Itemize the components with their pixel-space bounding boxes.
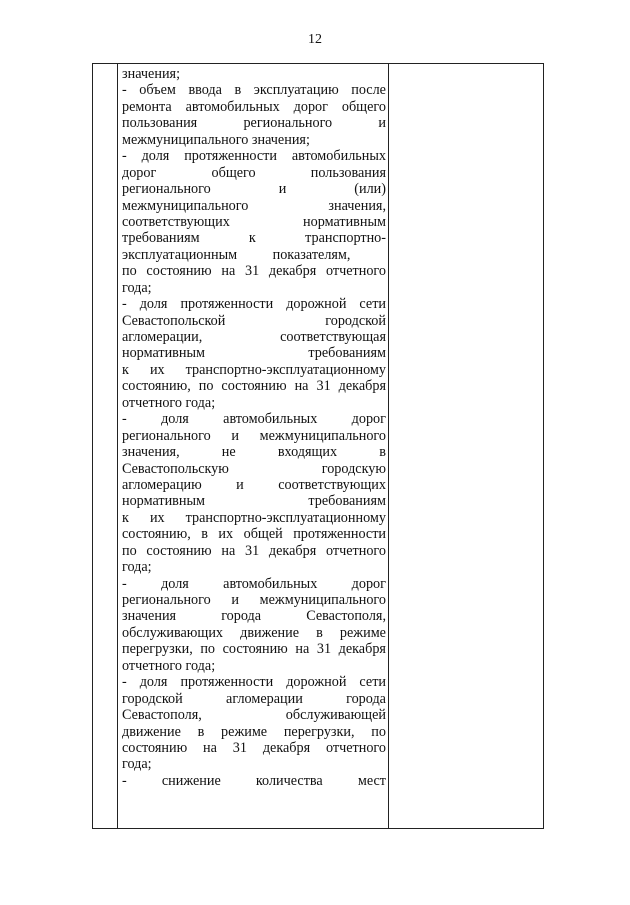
text-line	[122, 592, 386, 608]
page-number: 12	[308, 32, 322, 47]
text-word: общего	[341, 98, 386, 115]
text-word: нормативным	[122, 345, 205, 362]
text-word: доля	[139, 674, 168, 691]
text-line	[122, 66, 386, 82]
text-word: -	[122, 674, 127, 691]
text-word: значения	[122, 608, 177, 625]
text-word: на	[221, 542, 236, 559]
text-word: доля	[139, 296, 168, 313]
text-word: режиме	[221, 723, 268, 740]
text-word: регионального	[122, 181, 211, 198]
text-word: значения,	[328, 197, 386, 214]
text-word: агломерации	[226, 690, 303, 707]
text-word: требованиям	[308, 345, 386, 362]
text-line	[122, 625, 386, 641]
text-line	[122, 740, 386, 756]
text-word: дорожной	[286, 674, 347, 691]
text-line	[122, 247, 386, 263]
column-divider-right	[388, 64, 389, 828]
text-word: объем	[139, 82, 176, 99]
text-line	[122, 707, 386, 723]
text-word: движение	[122, 723, 181, 740]
text-line	[122, 263, 386, 279]
text-word: их	[218, 526, 234, 543]
text-word: декабря	[268, 263, 317, 280]
text-word: городской	[325, 312, 386, 329]
text-word: общего	[211, 164, 256, 181]
text-line	[122, 280, 386, 296]
text-word: по	[122, 263, 137, 280]
text-word: отчетного	[325, 542, 386, 559]
text-word: перегрузки,	[283, 723, 355, 740]
text-word: автомобильных	[223, 411, 318, 428]
text-word: требованиям	[122, 230, 200, 247]
text-word: 31	[316, 641, 332, 658]
text-word: их	[149, 509, 165, 526]
text-word: отчетного года;	[122, 394, 216, 411]
text-word: дорог	[351, 411, 386, 428]
text-word: пользования	[310, 164, 386, 181]
text-word: регионального	[243, 115, 333, 132]
text-line	[122, 658, 386, 674]
text-word: эксплуатацию	[253, 82, 339, 99]
text-word: состоянию,	[122, 378, 191, 395]
text-word: по	[122, 542, 137, 559]
text-word: межмуниципального	[122, 197, 249, 214]
text-word: состоянию	[146, 542, 212, 559]
text-line	[122, 674, 386, 690]
text-word: протяженности	[180, 296, 274, 313]
text-word: значения,	[122, 444, 180, 461]
text-word: пользования	[122, 115, 198, 132]
text-word: протяженности	[293, 526, 386, 543]
text-line	[122, 576, 386, 592]
text-word: -	[122, 772, 127, 789]
text-word: доля	[161, 575, 189, 592]
text-word: транспортно-	[305, 230, 386, 247]
text-word: межмуниципального	[259, 592, 386, 608]
text-word: агломерации,	[122, 329, 203, 345]
text-line	[122, 428, 386, 444]
text-word: обслуживающих	[122, 624, 224, 641]
text-word: по	[198, 378, 214, 395]
text-word: состоянию	[122, 739, 188, 756]
text-word: -	[122, 296, 127, 313]
indicators-cell-text	[122, 66, 386, 789]
text-word: снижение	[161, 772, 221, 789]
text-line	[122, 691, 386, 707]
text-word: агломерацию	[122, 476, 202, 493]
text-word: перегрузки,	[122, 641, 193, 658]
text-word: ввода	[188, 82, 222, 99]
text-line	[122, 395, 386, 411]
text-line	[122, 214, 386, 230]
text-line	[122, 526, 386, 542]
text-word: доля	[141, 148, 170, 165]
text-word: Севастополя,	[122, 707, 202, 724]
text-word: состоянию	[222, 641, 288, 658]
text-word: значения;	[122, 66, 181, 82]
text-word: на	[203, 739, 217, 756]
text-line	[122, 608, 386, 624]
text-word: сети	[359, 674, 386, 691]
text-word: не	[221, 444, 236, 461]
text-word: и	[236, 476, 244, 493]
text-line	[122, 510, 386, 526]
text-word: их	[149, 361, 165, 378]
text-line	[122, 543, 386, 559]
text-word: -	[122, 575, 127, 592]
text-line	[122, 198, 386, 214]
text-word: и	[278, 181, 287, 198]
column-divider-left	[117, 64, 118, 828]
text-word: в	[379, 444, 386, 461]
text-word: состоянию	[221, 378, 287, 395]
text-line	[122, 756, 386, 772]
text-word: на	[295, 641, 310, 658]
text-line	[122, 132, 386, 148]
text-word: эксплуатационным	[122, 246, 238, 263]
text-word: регионального	[122, 427, 211, 444]
text-word: входящих	[277, 444, 338, 461]
text-word: отчетного	[325, 263, 386, 280]
text-word: 31	[244, 263, 260, 280]
text-line	[122, 461, 386, 477]
text-word: города	[221, 608, 262, 625]
text-word: и	[231, 592, 239, 608]
text-word: движение	[240, 624, 300, 641]
text-word: транспортно-эксплуатационному	[185, 509, 386, 526]
text-word: года;	[122, 756, 152, 773]
text-word: транспортно-эксплуатационному	[185, 361, 386, 378]
text-word: соответствующих	[278, 476, 386, 493]
text-word: на	[221, 263, 236, 280]
text-word: городскую	[321, 460, 386, 477]
text-word: дорог	[293, 98, 328, 115]
text-word: дорожной	[286, 296, 347, 313]
text-word: соответствующих	[122, 213, 230, 230]
text-line	[122, 378, 386, 394]
text-word: 31	[232, 739, 247, 756]
text-word: соответствующая	[280, 329, 386, 345]
text-word: и	[378, 115, 386, 132]
text-word: отчетного года;	[122, 657, 216, 674]
text-word: режиме	[339, 624, 386, 641]
text-line	[122, 99, 386, 115]
text-word: межмуниципального значения;	[122, 131, 310, 148]
text-word: городской	[122, 690, 183, 707]
text-line	[122, 362, 386, 378]
text-word: Севастопольской	[122, 312, 226, 329]
text-word: в	[197, 723, 205, 740]
text-word: -	[122, 148, 127, 165]
text-word: регионального	[122, 592, 211, 608]
text-word: автомобильных	[291, 148, 386, 165]
text-word: доля	[161, 411, 189, 428]
text-word: количества	[255, 772, 323, 789]
text-word: сети	[359, 296, 386, 313]
text-word: протяженности	[180, 674, 274, 691]
text-line	[122, 165, 386, 181]
text-line	[122, 724, 386, 740]
text-word: требованиям	[308, 493, 386, 510]
text-word: межмуниципального	[259, 427, 386, 444]
text-word: -	[122, 82, 127, 99]
text-word: нормативным	[303, 213, 386, 230]
text-line	[122, 329, 386, 345]
text-word: декабря	[338, 641, 386, 658]
text-word: 31	[244, 542, 260, 559]
text-word: 31	[316, 378, 331, 395]
text-word: к	[122, 361, 129, 378]
text-line	[122, 115, 386, 131]
text-line	[122, 559, 386, 575]
text-word: в	[234, 82, 242, 99]
text-line	[122, 477, 386, 493]
text-line	[122, 230, 386, 246]
text-word: и	[231, 427, 239, 444]
text-line	[122, 313, 386, 329]
text-word: (или)	[354, 181, 386, 198]
text-line	[122, 444, 386, 460]
text-word: -	[122, 411, 127, 428]
text-word: протяженности	[184, 148, 277, 165]
text-line	[122, 493, 386, 509]
text-word: после	[351, 82, 386, 99]
text-word: Севастопольскую	[122, 460, 229, 477]
text-word: показателям,	[272, 246, 351, 263]
text-word: нормативным	[122, 493, 205, 510]
text-word: в	[201, 526, 208, 543]
text-word: мест	[357, 772, 386, 789]
text-line	[122, 411, 386, 427]
text-word: ремонта	[122, 98, 172, 115]
text-word: года;	[122, 279, 152, 296]
text-word: декабря	[338, 378, 386, 395]
text-word: автомобильных	[223, 575, 318, 592]
text-word: города	[346, 690, 386, 707]
text-word: автомобильных	[185, 98, 280, 115]
text-word: года;	[122, 559, 152, 576]
text-word: в	[316, 624, 323, 641]
text-word: по	[371, 723, 386, 740]
text-word: состоянию	[146, 263, 212, 280]
text-word: дорог	[122, 164, 157, 181]
text-line	[122, 181, 386, 197]
text-word: отчетного	[326, 739, 386, 756]
text-word: к	[248, 230, 256, 247]
text-word: дорог	[351, 575, 386, 592]
text-line	[122, 345, 386, 361]
indicators-table	[92, 63, 544, 829]
text-line	[122, 82, 386, 98]
text-word: к	[122, 509, 129, 526]
text-line	[122, 641, 386, 657]
text-word: Севастополя,	[306, 608, 386, 625]
text-word: общей	[243, 526, 283, 543]
text-word: обслуживающей	[285, 707, 386, 724]
text-line	[122, 773, 386, 789]
text-word: состоянию,	[122, 526, 191, 543]
text-line	[122, 296, 386, 312]
text-word: на	[294, 378, 309, 395]
text-word: декабря	[268, 542, 317, 559]
text-word: по	[200, 641, 216, 658]
text-word: декабря	[262, 739, 311, 756]
text-line	[122, 148, 386, 164]
